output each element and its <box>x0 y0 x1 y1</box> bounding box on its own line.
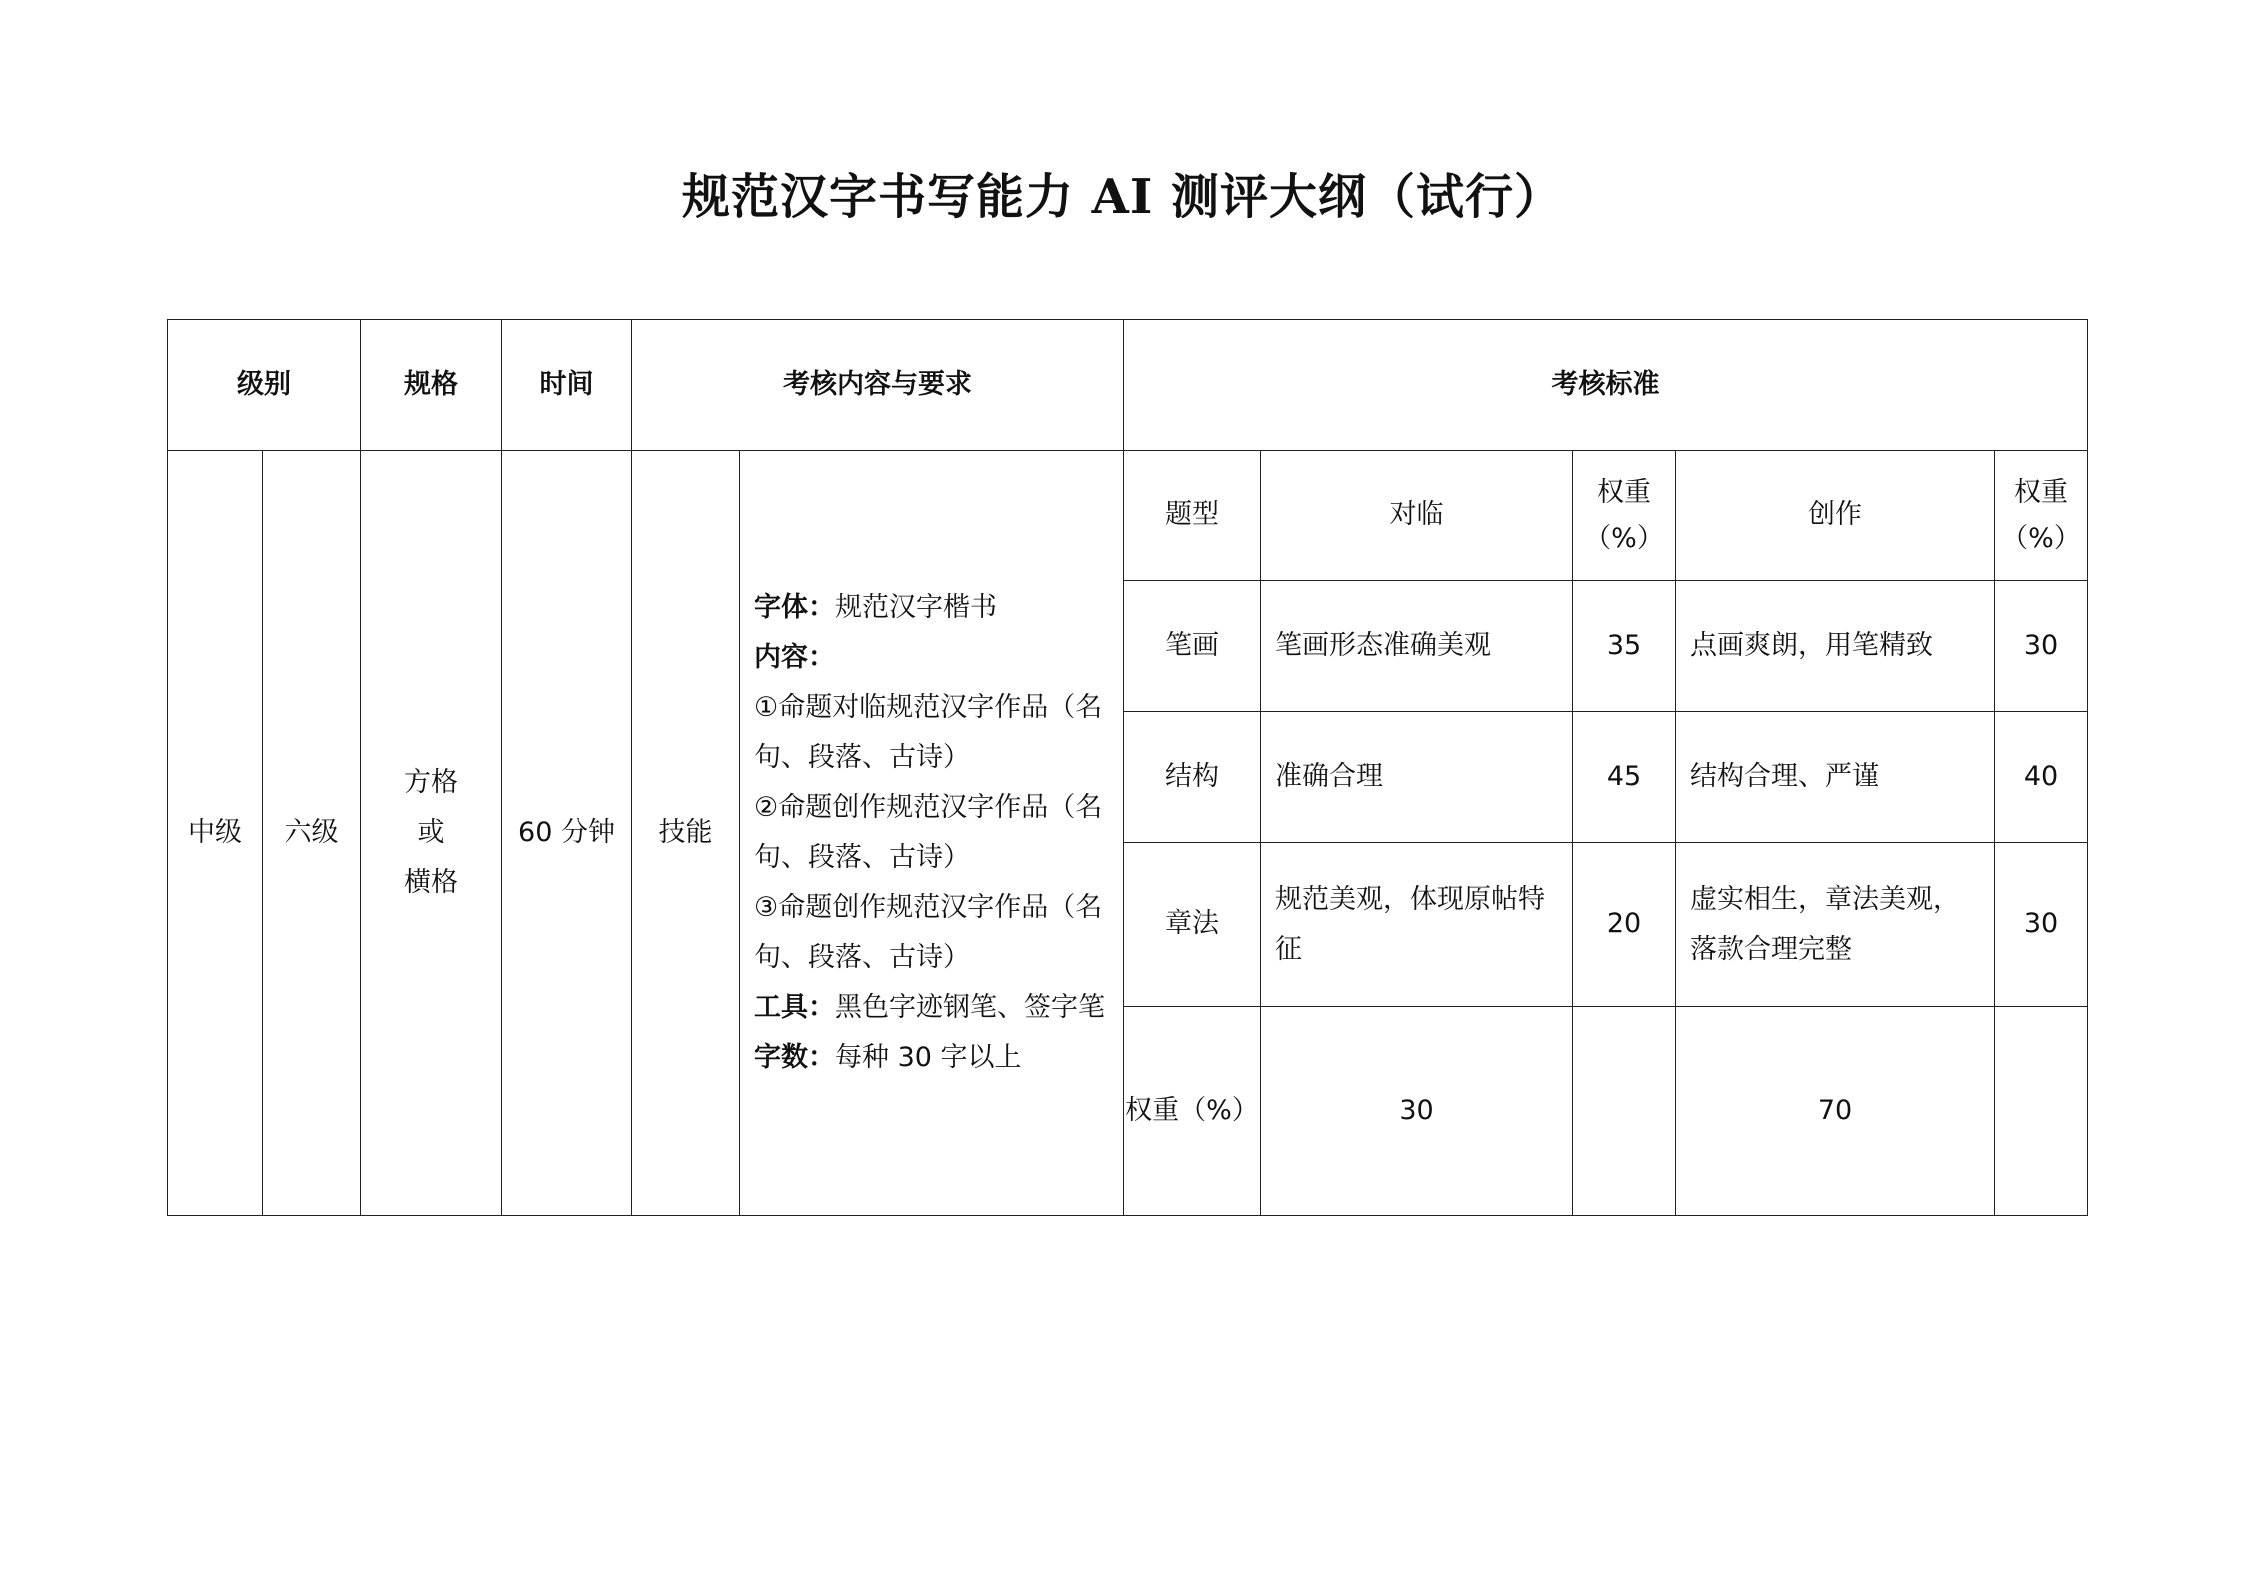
sub-header-copy: 对临 <box>1261 451 1573 581</box>
create-criteria-cell <box>1676 843 1995 1007</box>
assessment-outline-table <box>167 319 2088 1216</box>
sub-header-create: 创作 <box>1676 451 1995 581</box>
total-copy-weight-empty <box>1573 1007 1676 1216</box>
header-time: 时间 <box>502 320 632 451</box>
tool-line <box>754 983 1117 1033</box>
create-criteria-line: 虚实相生，章法美观， <box>1690 883 1960 915</box>
total-copy-weight: 30 <box>1261 1007 1573 1216</box>
copy-criteria-cell: 准确合理 <box>1261 712 1573 843</box>
spec-line: 方格 <box>404 767 458 798</box>
create-criteria-line: 落款合理完整 <box>1690 933 1852 965</box>
content-label: 内容： <box>754 642 835 673</box>
header-content: 考核内容与要求 <box>632 320 1124 451</box>
content-item: 句、段落、古诗） <box>754 842 970 873</box>
font-label: 字体： <box>754 592 835 623</box>
copy-weight-cell: 20 <box>1573 843 1676 1007</box>
type-cell: 章法 <box>1124 843 1261 1007</box>
weight-label: 权重 <box>1597 476 1651 508</box>
header-standard: 考核标准 <box>1124 320 2088 451</box>
header-spec: 规格 <box>361 320 502 451</box>
copy-weight-cell: 35 <box>1573 581 1676 712</box>
category-cell: 技能 <box>632 451 740 1216</box>
weight-unit: （%） <box>2001 522 2081 554</box>
spec-line: 或 <box>417 817 445 848</box>
spec-line: 横格 <box>404 867 458 898</box>
copy-weight-cell: 45 <box>1573 712 1676 843</box>
create-weight-cell: 30 <box>1995 843 2088 1007</box>
total-create-weight: 70 <box>1676 1007 1995 1216</box>
create-weight-cell: 40 <box>1995 712 2088 843</box>
weight-label: 权重 <box>2014 476 2068 508</box>
tool-value: 黑色字迹钢笔、签字笔 <box>835 992 1105 1023</box>
content-item: ②命题创作规范汉字作品（名 <box>754 792 1103 823</box>
sub-header-copy-weight <box>1573 451 1676 581</box>
font-value: 规范汉字楷书 <box>835 592 997 623</box>
tool-label: 工具： <box>754 992 835 1023</box>
sub-header-type: 题型 <box>1124 451 1261 581</box>
header-level: 级别 <box>168 320 361 451</box>
weight-unit: （%） <box>1584 522 1664 554</box>
content-item: ①命题对临规范汉字作品（名 <box>754 692 1103 723</box>
count-line <box>754 1033 1117 1083</box>
count-label: 字数： <box>754 1042 835 1073</box>
sub-header-create-weight <box>1995 451 2088 581</box>
sub-header-row <box>168 451 2088 581</box>
total-weight-label: 权重（%） <box>1124 1007 1261 1216</box>
document-title: 规范汉字书写能力 AI 测评大纲（试行） <box>681 169 1564 225</box>
copy-criteria-cell <box>1261 843 1573 1007</box>
time-cell: 60 分钟 <box>502 451 632 1216</box>
copy-criteria-line: 规范美观，体现原帖特 <box>1275 883 1545 915</box>
header-row <box>168 320 2088 451</box>
count-value: 每种 30 字以上 <box>835 1042 1022 1073</box>
content-item: 句、段落、古诗） <box>754 942 970 973</box>
font-line <box>754 583 1117 633</box>
create-criteria-cell: 点画爽朗，用笔精致 <box>1676 581 1995 712</box>
content-item: 句、段落、古诗） <box>754 742 970 773</box>
level-sub-cell: 六级 <box>263 451 361 1216</box>
content-item: ③命题创作规范汉字作品（名 <box>754 892 1103 923</box>
create-weight-cell: 30 <box>1995 581 2088 712</box>
copy-criteria-line: 征 <box>1275 933 1302 965</box>
spec-cell <box>361 451 502 1216</box>
type-cell: 笔画 <box>1124 581 1261 712</box>
type-cell: 结构 <box>1124 712 1261 843</box>
total-create-weight-empty <box>1995 1007 2088 1216</box>
create-criteria-cell: 结构合理、严谨 <box>1676 712 1995 843</box>
copy-criteria-cell: 笔画形态准确美观 <box>1261 581 1573 712</box>
level-main-cell: 中级 <box>168 451 263 1216</box>
content-requirements-cell <box>740 451 1124 1216</box>
